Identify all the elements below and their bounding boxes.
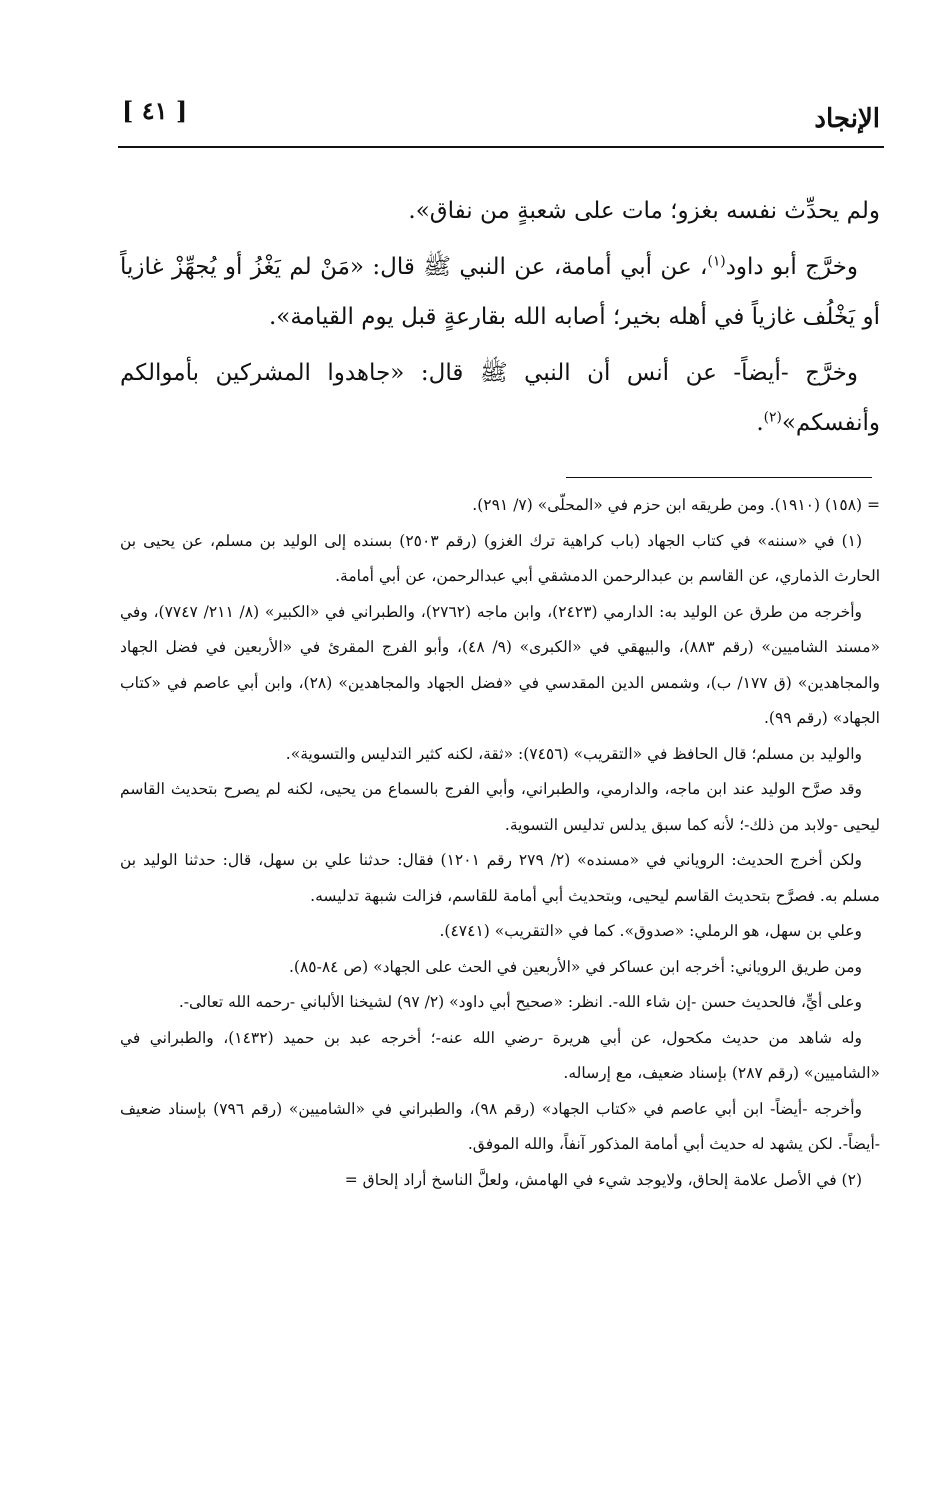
footnote-1: (١) في «سننه» في كتاب الجهاد (باب كراهية ترك الغزو) (رقم ٢٥٠٣) بسنده إلى الوليد بن مسلم، عن يحيى بن الحارث الذماري، عن القاسم بن عبدالرحمن الدمشقي أبي عبدالرحمن، عن أبي أمامة. <box>120 531 880 585</box>
body-paragraph-3 <box>120 348 880 448</box>
footnote-1-para: وعلى أيٍّ، فالحديث حسن -إن شاء الله-. انظر: «صحيح أبي داود» (٢/ ٩٧) لشيخنا الألباني -رحمه الله تعالى-. <box>178 993 862 1011</box>
footnote-1-para: وأخرجه -أيضاً- ابن أبي عاصم في «كتاب الجهاد» (رقم ٩٨)، والطبراني في «الشاميين» (رقم ٧٩٦) بإسناد ضعيف -أيضاً-. لكن يشهد له حديث أبي أمامة المذكور آنفاً، والله الموفق. <box>120 1099 880 1153</box>
footnote-continuation: = (١٥٨) (١٩١٠). ومن طريقه ابن حزم في «المحلّى» (٧/ ٢٩١). <box>472 496 880 514</box>
body-paragraph-2-start: وخرَّج أبو داود <box>725 254 858 280</box>
footnote-1-para: ولكن أخرج الحديث: الروياني في «مسنده» (٢/ ٢٧٩ رقم ١٢٠١) فقال: حدثنا علي بن سهل، قال: حدثنا الوليد بن مسلم به. فصرَّح بتحديث القاسم ليحيى، وبتحديث أبي أمامة للقاسم، فزالت شبهة تدليسه. <box>120 851 880 905</box>
footnote-separator <box>566 477 872 478</box>
footnote-2: (٢) في الأصل علامة إلحاق، ولايوجد شيء في الهامش، ولعلَّ الناسخ أراد إلحاق = <box>344 1170 862 1189</box>
body-paragraph-3-end: . <box>756 410 764 436</box>
footnote-ref-2: (٢) <box>763 409 782 426</box>
footnote-1-para: وقد صرَّح الوليد عند ابن ماجه، والدارمي، والطبراني، وأبي الفرج بالسماع من يحيى، لكنه لم يصرح بتحديث القاسم ليحيى -ولابد من ذلك-؛ لأنه كما سبق يدلس تدليس التسوية. <box>120 780 880 834</box>
running-title: الإنجاد <box>814 104 880 134</box>
footnote-1-para: ومن طريق الروياني: أخرجه ابن عساكر في «الأربعين في الحث على الجهاد» (ص ٨٤-٨٥). <box>288 957 862 976</box>
footnote-1-para: وله شاهد من حديث مكحول، عن أبي هريرة -رضي الله عنه-؛ أخرجه عبد بن حميد (١٤٣٢)، والطبراني في «الشاميين» (رقم ٢٨٧) بإسناد ضعيف، مع إرساله. <box>120 1028 880 1082</box>
body-paragraph-1: ولم يحدِّث نفسه بغزو؛ مات على شعبةٍ من نفاق». <box>408 198 880 224</box>
page-number: [ ٤١ ] <box>122 96 188 125</box>
footnotes <box>120 488 880 1198</box>
footnote-1-para: وعلي بن سهل، هو الرملي: «صدوق». كما في «التقريب» (٤٧٤١). <box>439 922 862 940</box>
footnote-ref-1: (١) <box>707 253 726 270</box>
body-paragraph-2-rest: ، عن أبي أمامة، عن النبي ﷺ قال: «مَنْ لم يَغْزُ أو يُجهِّزْ غازياً أو يَخْلُف غازياً في أهله بخير؛ أصابه الله بقارعةٍ قبل يوم القيامة». <box>120 254 880 330</box>
body-paragraph-2 <box>120 242 880 342</box>
body-paragraph-3-start: وخرَّج -أيضاً- عن أنس أن النبي ﷺ قال: «جاهدوا المشركين بأموالكم وأنفسكم» <box>120 360 880 436</box>
header-rule <box>118 146 884 148</box>
main-text <box>120 186 880 454</box>
footnote-1-para: والوليد بن مسلم؛ قال الحافظ في «التقريب» (٧٤٥٦): «ثقة، لكنه كثير التدليس والتسوية». <box>285 744 862 763</box>
footnote-1-para: وأخرجه من طرق عن الوليد به: الدارمي (٢٤٢٣)، وابن ماجه (٢٧٦٢)، والطبراني في «الكبير» (٨/ ٢١١/ ٧٧٤٧)، وفي «مسند الشاميين» (رقم ٨٨٣)، والبيهقي في «الكبرى» (٩/ ٤٨)، وأبو الفرج المقرئ في «الأربعين في فضل الجهاد والمجاهدين» (ق ١٧٧/ ب)، وشمس الدين المقدسي في «فضل الجهاد والمجاهدين» (٢٨)، وابن أبي عاصم في «كتاب الجهاد» (رقم ٩٩). <box>120 602 881 727</box>
